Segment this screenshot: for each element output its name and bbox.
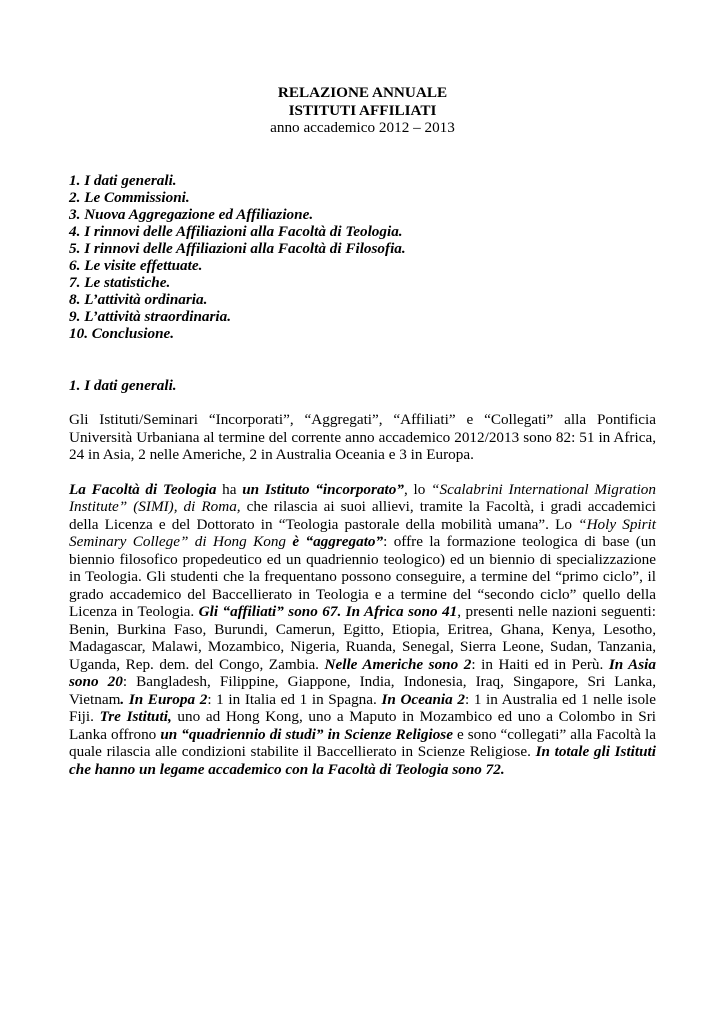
text-run: In totale gli Istituti che hanno un legame accademico con la Facoltà di Teologia sono 72.	[69, 743, 656, 778]
toc-item: 3. Nuova Aggregazione ed Affiliazione.	[69, 205, 314, 223]
text-run: : offre la formazione teologica di base (un biennio filosofico propedeutico ed un quadriennio teologico) ed un biennio di specializzazione in Teologia. Gli studenti che la frequentano possono conseguire, a termine del “primo ciclo”, il grado accademico del Baccellierato in Teologia e a termine del “secondo ciclo” quello della Licenza in Teologia.	[69, 533, 656, 620]
paragraph-theology-faculty	[69, 481, 656, 779]
text-run: In Oceania 2	[381, 690, 465, 708]
text-run: : 1 in Italia ed 1 in Spagna.	[207, 690, 382, 708]
text-run: In Asia sono 20	[69, 655, 657, 690]
text-run: , presenti nelle nazioni seguenti: Benin, Burkina Faso, Burundi, Camerun, Egitto, Etiopia, Eritrea, Ghana, Kenya, Lesotho, Madagascar, Malawi, Mozambico, Nigeria, Ruanda, Senegal, Sierra Leone, Sudan, Tanzania, Uganda, Rep. dem. del Congo, Zambia.	[69, 603, 656, 673]
text-run: . In Europa 2	[120, 690, 208, 708]
page-content	[69, 84, 656, 778]
toc-item: 5. I rinnovi delle Affiliazioni alla Facoltà di Filosofia.	[69, 239, 406, 257]
text-run: uno ad Hong Kong, uno a Maputo in Mozambico ed uno a Colombo in Sri Lanka offrono	[69, 708, 657, 743]
toc-item: 2. Le Commissioni.	[69, 188, 190, 206]
toc-item: 6. Le visite effettuate.	[69, 256, 203, 274]
toc-item: 1. I dati generali.	[69, 171, 177, 189]
text-run: Tre Istituti,	[99, 708, 172, 725]
text-run: : Bangladesh, Filippine, Giappone, India, Indonesia, Iraq, Singapore, Sri Lanka, Vietnam	[69, 673, 657, 708]
text-run: ha	[216, 480, 243, 498]
text-run: La Facoltà di Teologia	[69, 480, 217, 498]
toc-item: 8. L’attività ordinaria.	[69, 290, 208, 308]
text-run: che rilascia ai suoi allievi, tramite la Facoltà, i gradi accademici della Licenza e del Dottorato in “Teologia pastorale della mobilità umana”. Lo	[69, 498, 656, 533]
text-run: : in Haiti ed in Perù.	[471, 655, 609, 673]
text-run: un “quadriennio di studi” in Scienze Religiose	[160, 725, 453, 743]
text-run: “Scalabrini International Migration Institute” (SIMI), di Roma,	[69, 480, 656, 515]
text-run: “Holy Spirit Seminary College” di Hong Kong	[69, 515, 656, 550]
text-run: è “aggregato”	[286, 533, 384, 550]
report-title: RELAZIONE ANNUALE	[277, 84, 448, 101]
text-run: Nelle Americhe sono 2	[324, 655, 472, 673]
toc-item: 4. I rinnovi delle Affiliazioni alla Facoltà di Teologia.	[69, 222, 403, 240]
section-heading: 1. I dati generali.	[69, 376, 177, 394]
document-header	[69, 84, 656, 137]
toc-item: 10. Conclusione.	[69, 324, 175, 342]
academic-year: anno accademico 2012 – 2013	[270, 119, 455, 136]
text-run: un Istituto “incorporato”	[242, 480, 404, 498]
table-of-contents	[69, 172, 656, 342]
toc-item: 7. Le statistiche.	[69, 273, 171, 291]
paragraph-overview: Gli Istituti/Seminari “Incorporati”, “Aggregati”, “Affiliati” e “Collegati” alla Pontificia Università Urbaniana al termine del corrente anno accademico 2012/2013 sono 82: 51 in Africa, 24 in Asia, 2 nelle Americhe, 2 in Australia Oceania e 3 in Europa.	[69, 411, 656, 463]
toc-item: 9. L’attività straordinaria.	[69, 307, 232, 325]
text-run: e sono “collegati” alla Facoltà la quale rilascia alle condizioni stabilite il Baccellierato in Scienze Religiose.	[69, 725, 656, 760]
text-run: : 1 in Australia ed 1 nelle isole Fiji.	[69, 690, 656, 725]
text-run: , lo	[403, 480, 432, 498]
text-run: Gli “affiliati” sono 67. In Africa sono 41	[198, 603, 458, 620]
report-subtitle: ISTITUTI AFFILIATI	[288, 101, 437, 119]
